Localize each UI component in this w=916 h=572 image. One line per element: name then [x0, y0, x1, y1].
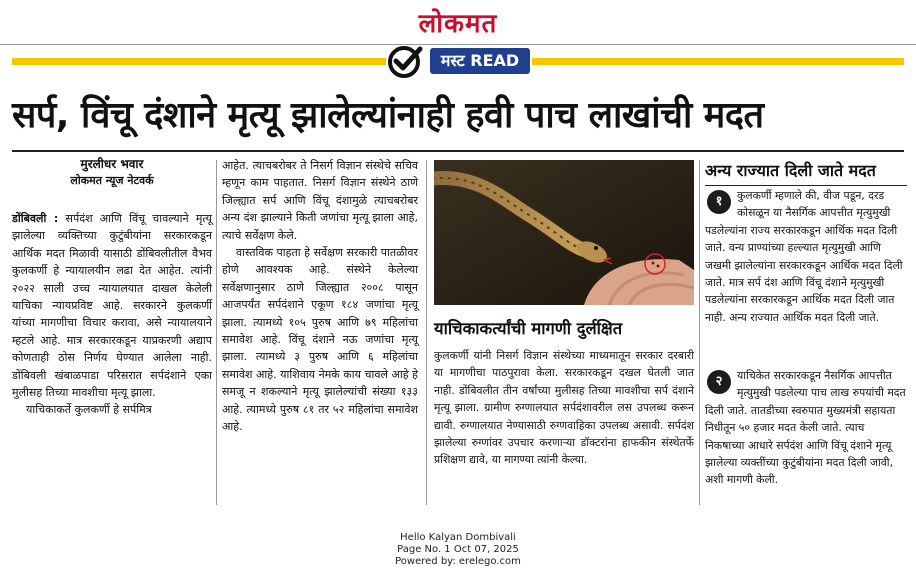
- article-paragraph: याचिकाकर्ते कुलकर्णी हे सर्पमित्र: [26, 403, 152, 417]
- article-paragraph: आहेत. त्याचबरोबर ते निसर्ग विज्ञान संस्थेचे सचिव म्हणून काम पाहतात. निसर्ग विज्ञान संस्थेने ठाणे जिल्ह्यात सर्प आणि विंचू दंशामुळे त्याचबरोबर अन्य दंश झाल्याने किती जणांचा मृत्यू झाला आहे, त्याचे सर्वेक्षण केले.: [222, 159, 418, 242]
- footer-edition: Hello Kalyan Dombivali: [400, 532, 516, 543]
- footer-powered-by: Powered by: erelego.com: [395, 556, 521, 567]
- feature-subheading: याचिकाकर्त्यांची मागणी दुर्लक्षित: [434, 319, 623, 338]
- feature-paragraph: कुलकर्णी यांनी निसर्ग विज्ञान संस्थेच्या माध्यमातून सरकार दरबारी या मागणीचा पाठपुरावा केला. सरकारकडून दखल घेतली जात नाही. डोंबिवलीत तीन वर्षांच्या मुलीसह तिच्या मावशीचा सर्प दंशाने मृत्यू झाला. ग्रामीण रुग्णालयात सर्पदंशावरील लस उपलब्ध करून द्यावी. रुग्णालयात नेण्यासाठी रुग्णवाहिका उपलब्ध असावी. सर्पदंश झालेल्या रुग्णांवर उपचार करणाऱ्या डॉक्टरांना हाफकीन संस्थेतर्फे प्रशिक्षण द्यावे, या मागण्या त्यांनी केल्या.: [434, 349, 694, 467]
- yellow-band-right: [532, 58, 904, 65]
- masthead: [0, 0, 916, 44]
- column-divider: [699, 160, 700, 505]
- byline: [12, 156, 212, 189]
- sidebar-divider: [705, 185, 907, 186]
- number-badge: २: [707, 370, 731, 394]
- sidebar-item: [705, 187, 907, 326]
- article-column-2: [222, 157, 418, 436]
- column-divider: [216, 160, 217, 505]
- dateline: डोंबिवली :: [12, 212, 59, 225]
- sidebar-item-text: कुलकर्णी म्हणाले की, वीज पडून, दरड कोसळून या नैसर्गिक आपत्तीत मृत्युमुखी पडलेल्यांना राज्य सरकारकडून आर्थिक मदत दिली जाते. वन्य प्राण्यांच्या हल्ल्यात मृत्युमुखी आणि जखमी झालेल्यांना सरकारकडून आर्थिक मदत दिली जाते. मात्र सर्प दंश आणि विंचू दंशाने मृत्युमुखी पडलेल्यांना सरकारकडून आर्थिक मदत दिली जात नाही. अन्य राज्यात आर्थिक मदत दिली जाते.: [705, 189, 903, 324]
- headline-divider: [12, 150, 904, 152]
- article-paragraph: [12, 210, 212, 401]
- check-badge-icon: [386, 44, 426, 80]
- newspaper-logo: लोकमत: [418, 9, 498, 39]
- must-read-label: मस्ट READ: [430, 48, 530, 74]
- column-divider: [426, 160, 427, 505]
- sidebar-item-text: याचिकेत सरकारकडून नैसर्गिक आपत्तीत मृत्युमुखी पडलेल्या पाच लाख रुपयांची मदत दिली जाते. तातडीच्या स्वरुपात मुख्यमंत्री सहायता निधीतून ५० हजार मदत केली जाते. त्याच निकषाच्या आधारे सर्पदंश आणि विंचू दंशाने मृत्यू झालेल्या व्यक्तींच्या कुटुंबीयांना मदत दिली जावी, अशी मागणी केली.: [705, 369, 906, 487]
- feature-body: [434, 347, 694, 469]
- sidebar-title: अन्य राज्यात दिली जाते मदत: [705, 161, 876, 180]
- number-badge: १: [707, 190, 731, 214]
- yellow-band-left: [12, 58, 386, 65]
- news-agency: लोकमत न्यूज नेटवर्क: [70, 174, 154, 187]
- sidebar-item: [705, 367, 907, 489]
- article-paragraph: वास्तविक पाहता हे सर्वेक्षण सरकारी पातळीवर होणे आवश्यक आहे. संस्थेने केलेल्या सर्वेक्षणानुसार ठाणे जिल्ह्यात २००८ पासून आजपर्यंत सर्पदंशाने एकूण १८४ जणांचा मृत्यू झाला. त्यामध्ये १०५ पुरुष आणि ७९ महिलांचा समावेश आहे. विंचू दंशाने नऊ जणांचा मृत्यू झाला. त्यामध्ये ३ पुरुष आणि ६ महिलांचा समावेश आहे. याशिवाय नेमके काय चावले आहे हे समजू न शकल्याने मृत्यू झालेल्यांची संख्या १३३ आहे. त्यामध्ये पुरुष ८१ तर ५२ महिलांचा समावेश आहे.: [222, 246, 418, 434]
- masthead-divider: [0, 44, 916, 45]
- paragraph-text: सर्पदंश आणि विंचू चावल्याने मृत्यू झालेल्या व्यक्तिच्या कुटुंबीयांना सरकारकडून आर्थिक मदत मिळावी यासाठी डोंबिवलीतील वैभव कुलकर्णी हे न्यायालयीन लढा देत आहेत. त्यांनी २०२२ साली उच्च न्यायालयात दाखल केलेली याचिका न्यायप्रविष्ट आहे. सरकारने कुलकर्णी यांच्या मागणीचा विचार करावा, असे न्यायालयाने म्हटले आहे. मात्र सरकारकडून याप्रकरणी अद्याप कोणताही ठोस निर्णय घेण्यात आलेला नाही. डोंबिवली खंबाळपाडा परिसरात सर्पदंशाने एका मुलीसह तिच्या मावशीचा मृत्यू झाला.: [12, 212, 213, 400]
- headline: सर्प, विंचू दंशाने मृत्यू झालेल्यांनाही हवी पाच लाखांची मदत: [12, 95, 764, 136]
- footer-page-date: Page No. 1 Oct 07, 2025: [397, 544, 519, 555]
- snake-hand-photo: [434, 160, 694, 305]
- article-column-1: [12, 210, 212, 419]
- author-name: मुरलीधर भवार: [80, 157, 144, 171]
